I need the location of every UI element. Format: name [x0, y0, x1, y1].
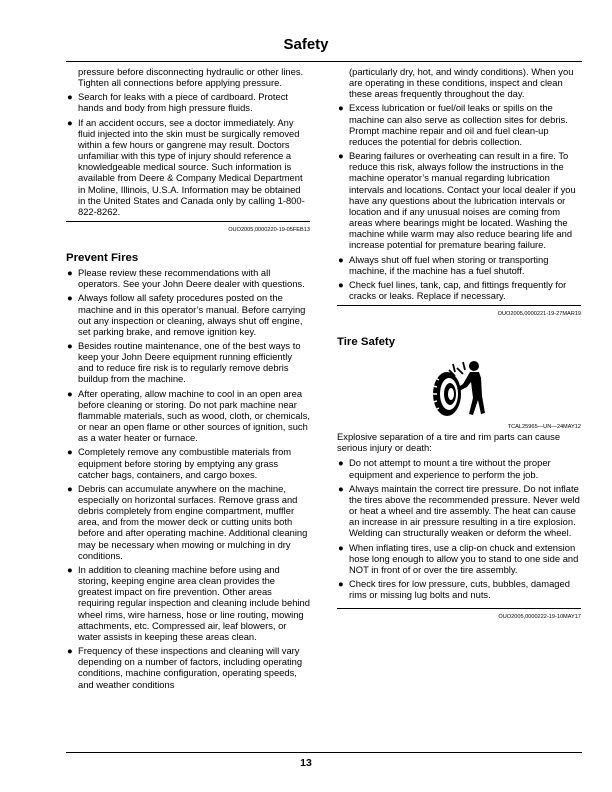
bullet-dot: ● [67, 292, 73, 304]
list-item: ● Always follow all safety procedures posted on the machine and in this operator’s manual. Before carrying out any inspection or cleaning, always shut off engine, set parking brake, and remove ignition key. [67, 292, 306, 337]
fires-reference-code: OUO2005,0000221-19-27MAR19 [337, 305, 581, 318]
bullet-dot: ● [338, 102, 344, 114]
footer-rule [66, 752, 582, 753]
list-item: ● After operating, allow machine to cool in an open area before cleaning or storing. Do not park machine near flammable materials, such as wood, cloth, or chemicals, or near an open flame or other sources of ignition, such as a water heater or furnace. [67, 387, 310, 444]
intro-continued-text: pressure before disconnecting hydraulic or other lines. Tighten all connections before applying pressure. [78, 66, 304, 89]
bullet-dot: ● [338, 482, 344, 494]
intro-bullet-list [66, 91, 310, 217]
bullet-dot: ● [67, 446, 73, 458]
list-item: ● Check tires for low pressure, cuts, bubbles, damaged rims or missing lug bolts and nuts. [338, 578, 570, 601]
bullet-dot: ● [338, 578, 344, 589]
bullet-dot: ● [338, 541, 344, 553]
tire-explosion-warning-icon [427, 354, 489, 418]
list-item: ● Do not attempt to mount a tire without the proper equipment and experience to perform the job. [338, 457, 551, 480]
page-number: 13 [300, 757, 312, 769]
list-item: ● Always maintain the correct tire pressure. Do not inflate the tires above the recommended pressure. Never weld or heat a wheel and tire assembly. The heat can cause an increase in air pressure resulting in a tire explosion. Welding can structurally weaken or deform the wheel. [338, 482, 580, 539]
list-item: ● Completely remove any combustible materials from equipment before storing by emptying any grass catcher bags, containers, and cargo boxes. [67, 446, 292, 480]
figure-code: TCAL25965—UN—24MAY12 [507, 424, 581, 431]
bullet-dot: ● [67, 387, 73, 399]
list-item: ● When inflating tires, use a clip-on chuck and extension hose long enough to allow you to stand to one side and NOT in front of or over the tire assembly. [338, 541, 579, 575]
list-item: ● Search for leaks with a piece of cardboard. Protect hands and body from high pressure fluids. [67, 91, 289, 114]
bullet-dot: ● [67, 563, 73, 575]
bullet-dot: ● [67, 339, 73, 351]
right-column [337, 66, 581, 621]
bullet-dot: ● [338, 150, 344, 162]
list-item: ● Besides routine maintenance, one of the best ways to keep your John Deere equipment running efficiently and to reduce fire risk is to regularly remove debris buildup from the machine. [67, 339, 301, 385]
tire-figure [337, 354, 581, 422]
list-item: ● In addition to cleaning machine before using and storing, keeping engine area clean provides the greatest impact on fire prevention. Other areas requiring regular inspection and cleaning include behind wheel rims, wire harness, hose or line routing, mowing attachments, etc. Compressed air, leaf blowers, or water assists in keeping these areas clean. [67, 563, 310, 642]
prevent-fires-bullet-list [66, 267, 310, 690]
fires-continued-text: (particularly dry, hot, and windy conditions). When you are operating in these conditions, inspect and clean these areas frequently throughout the day. [349, 66, 574, 100]
bullet-dot: ● [67, 645, 73, 657]
list-item: ● Excess lubrication or fuel/oil leaks or spills on the machine can also serve as collection sites for debris. Prompt machine repair and oil and fuel clean-up reduces the potential for debris collection. [338, 102, 568, 147]
left-column [66, 66, 310, 693]
list-item: ● Frequency of these inspections and cleaning will vary depending on a number of factors, including operating conditions, machine configuration, operating speeds, and weather conditions [67, 645, 303, 690]
tire-safety-heading: Tire Safety [337, 336, 396, 349]
page-title: Safety [283, 36, 329, 53]
list-item: ● Bearing failures or overheating can result in a fire. To reduce this risk, always follow the instructions in the machine operator’s manual regarding lubrication intervals and locations. Contact your local dealer if you have any questions about the lubrication intervals or location and if any unusual noises are coming from areas where bearings might be located. Washing the machine while warm may also reduce bearing life and increase potential for premature bearing failure. [338, 150, 576, 251]
bullet-dot: ● [67, 267, 73, 279]
bullet-dot: ● [67, 482, 73, 494]
bullet-dot: ● [67, 91, 73, 103]
list-item: ● If an accident occurs, see a doctor immediately. Any fluid injected into the skin must be surgically removed within a few hours or gangrene may result. Doctors unfamiliar with this type of injury should reference a knowledgeable medical source. Such information is available from Deere & Company Medical Department in Moline, Illinois, U.S.A. Information may be obtained in the United States and Canada only by calling 1-800-822-8262. [67, 116, 305, 217]
bullet-dot: ● [338, 253, 344, 265]
tire-safety-intro: Explosive separation of a tire and rim parts can cause serious injury or death: [337, 431, 561, 454]
bullet-dot: ● [338, 457, 344, 469]
list-item: ● Check fuel lines, tank, cap, and fittings frequently for cracks or leaks. Replace if necessary. [338, 278, 567, 301]
list-item: ● Debris can accumulate anywhere on the machine, especially on horizontal surfaces. Remove grass and debris completely from engine compartment, muffler area, and from the mower deck or cutting units both before and after operating machine. Additional cleaning may be necessary when mowing or mulching in dry conditions. [67, 482, 308, 561]
title-rule [66, 61, 582, 62]
bullet-dot: ● [67, 116, 73, 128]
list-item: ● Always shut off fuel when storing or transporting machine, if the machine has a fuel shutoff. [338, 253, 549, 276]
list-item: ● Please review these recommendations with all operators. See your John Deere dealer with questions. [67, 267, 305, 290]
tire-safety-reference-code: OUO2005,0000222-19-10MAY17 [337, 608, 581, 621]
tire-safety-bullet-list [337, 457, 581, 600]
prevent-fires-heading: Prevent Fires [66, 252, 139, 265]
fires-continued-bullet-list [337, 102, 581, 301]
bullet-dot: ● [338, 278, 344, 290]
intro-reference-code: OUO2005,0000220-19-05FEB13 [66, 221, 310, 234]
